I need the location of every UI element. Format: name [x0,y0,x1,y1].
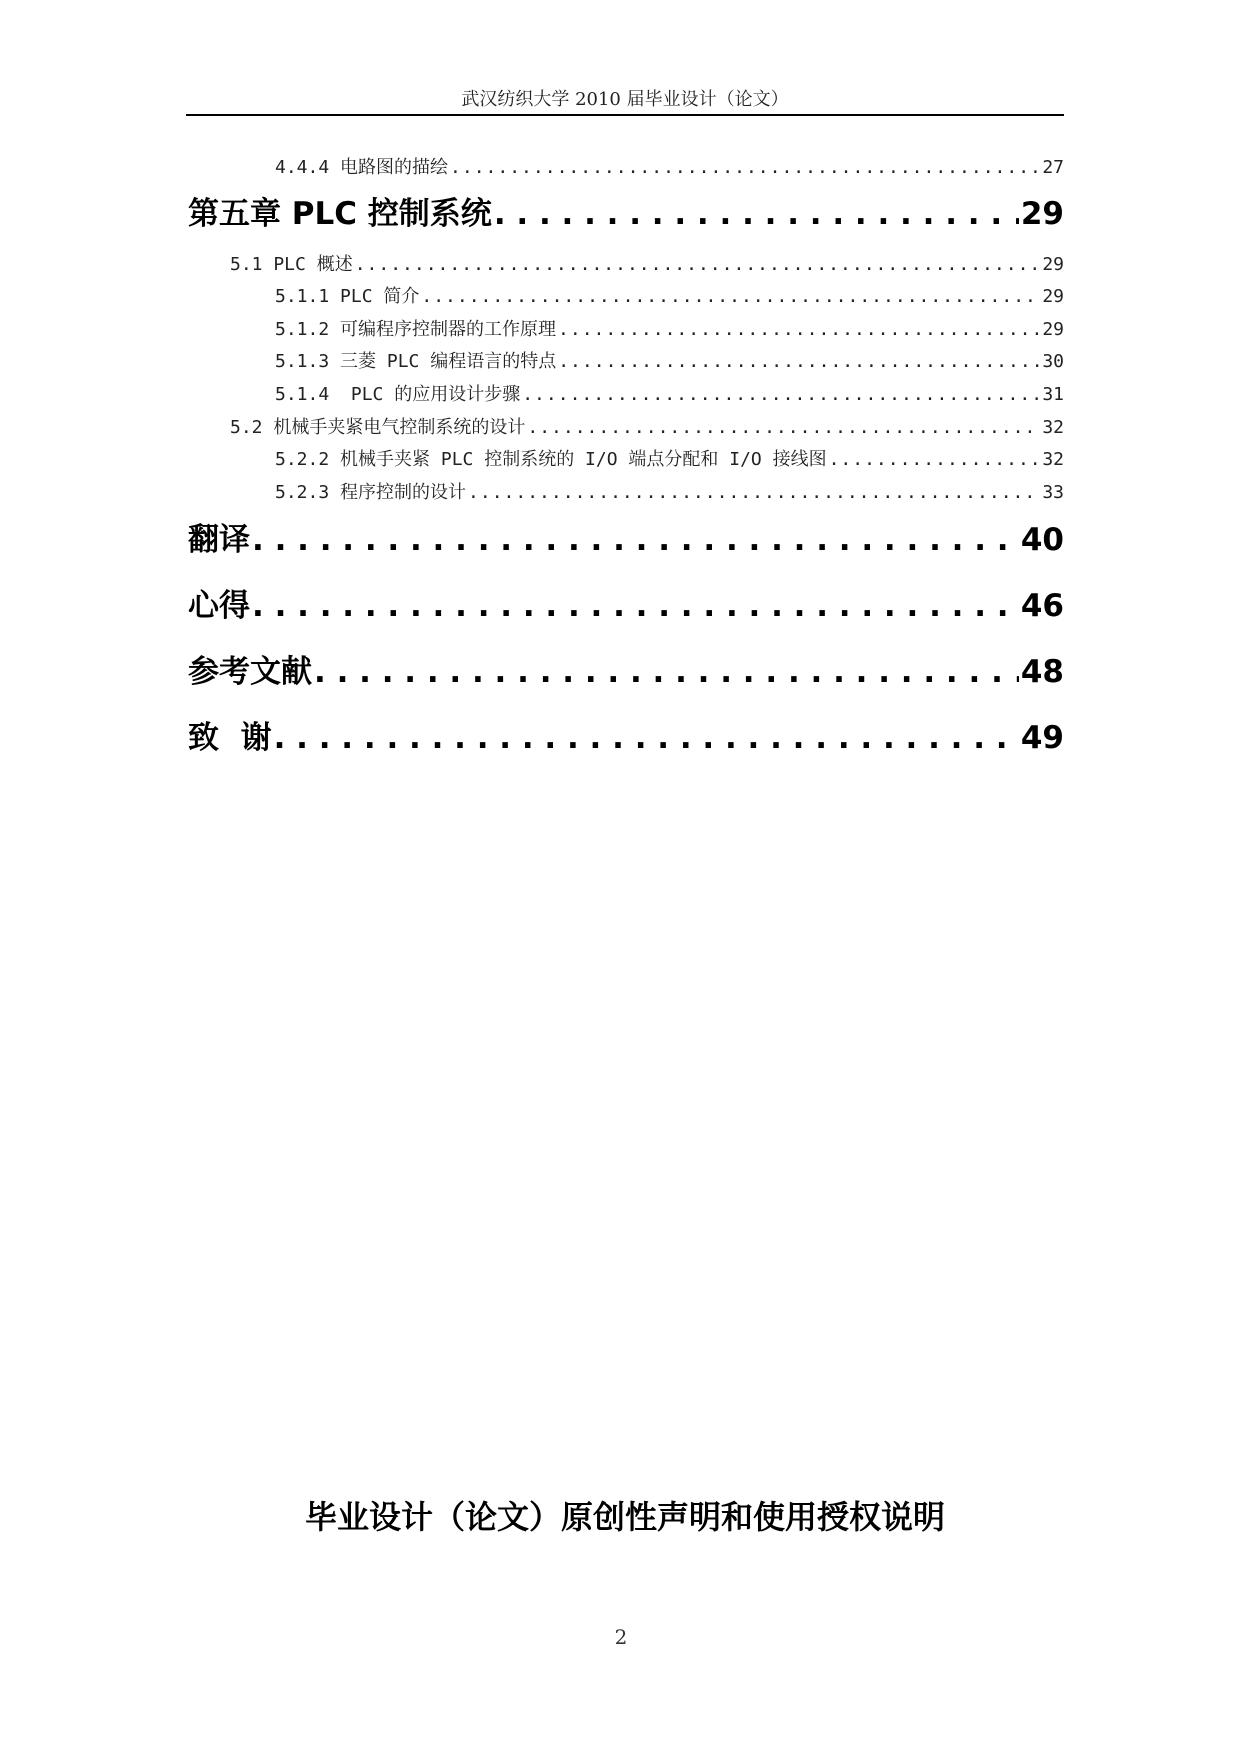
toc-entry-title: 5.1.4 PLC 的应用设计步骤 [275,384,521,405]
toc-leader-dots [252,584,1019,628]
toc-entry-5-1-4[interactable] [275,382,1064,408]
toc-leader-dots [252,518,1019,562]
toc-entry-page: 46 [1020,588,1064,624]
toc-entry-5-2[interactable] [230,415,1064,441]
toc-leader-dots [355,252,1041,278]
toc-entry-title: 心得 [188,588,250,624]
toc-entry-title: 5.1.2 可编程序控制器的工作原理 [275,319,557,340]
toc-entry-title: 5.2 机械手夹紧电气控制系统的设计 [230,417,526,438]
toc-entry-4-4-4[interactable] [275,155,1064,181]
toc-entry-translation[interactable] [188,518,1064,562]
toc-entry-title: 5.1 PLC 概述 [230,254,353,275]
toc-entry-5-1-1[interactable] [275,284,1064,310]
toc-leader-dots [274,716,1019,760]
toc-entry-title: 参考文献 [188,654,312,690]
running-header: 武汉纺织大学 2010 届毕业设计（论文） [461,89,789,110]
toc-leader-dots [522,382,1040,408]
toc-entry-title: 5.1.3 三菱 PLC 编程语言的特点 [275,351,557,372]
toc-entry-page: 40 [1020,522,1064,558]
toc-entry-reflections[interactable] [188,584,1064,628]
toc-entry-title: 致 谢 [188,720,272,756]
toc-leader-dots [829,447,1041,473]
toc-entry-page: 29 [1020,196,1064,232]
toc-entry-page: 30 [1042,351,1064,372]
toc-leader-dots [314,650,1019,694]
toc-entry-page: 29 [1042,254,1064,275]
page-number: 2 [614,1625,628,1649]
toc-entry-page: 32 [1042,417,1064,438]
toc-entry-page: 27 [1042,157,1064,178]
toc-leader-dots [558,349,1040,375]
toc-leader-dots [421,284,1040,310]
header-divider [186,114,1064,116]
toc-entry-page: 29 [1042,319,1064,340]
toc-leader-dots [468,480,1040,506]
toc-entry-title: 5.2.3 程序控制的设计 [275,482,467,503]
toc-entry-title: 5.1.1 PLC 简介 [275,286,420,307]
toc-entry-references[interactable] [188,650,1064,694]
toc-entry-title: 翻译 [188,522,250,558]
toc-entry-page: 49 [1020,720,1064,756]
toc-entry-title: 5.2.2 机械手夹紧 PLC 控制系统的 I/O 端点分配和 I/O 接线图 [275,449,827,470]
toc-entry-5-1-2[interactable] [275,317,1064,343]
toc-entry-acknowledgements[interactable] [188,716,1064,760]
toc-entry-page: 29 [1042,286,1064,307]
toc-leader-dots [527,415,1040,441]
toc-entry-page: 32 [1042,449,1064,470]
toc-leader-dots [494,192,1019,236]
toc-entry-page: 33 [1042,482,1064,503]
declaration-heading: 毕业设计（论文）原创性声明和使用授权说明 [304,1498,945,1536]
toc-entry-5-1-3[interactable] [275,349,1064,375]
toc-entry-title: 第五章 PLC 控制系统 [188,196,492,232]
toc-entry-chapter-5[interactable] [188,192,1064,236]
toc-entry-5-2-2[interactable] [275,447,1064,473]
toc-entry-5-2-3[interactable] [275,480,1064,506]
toc-entry-5-1[interactable] [230,252,1064,278]
toc-entry-page: 31 [1042,384,1064,405]
toc-leader-dots [450,155,1040,181]
toc-entry-page: 48 [1020,654,1064,690]
toc-leader-dots [558,317,1040,343]
toc-entry-title: 4.4.4 电路图的描绘 [275,157,449,178]
